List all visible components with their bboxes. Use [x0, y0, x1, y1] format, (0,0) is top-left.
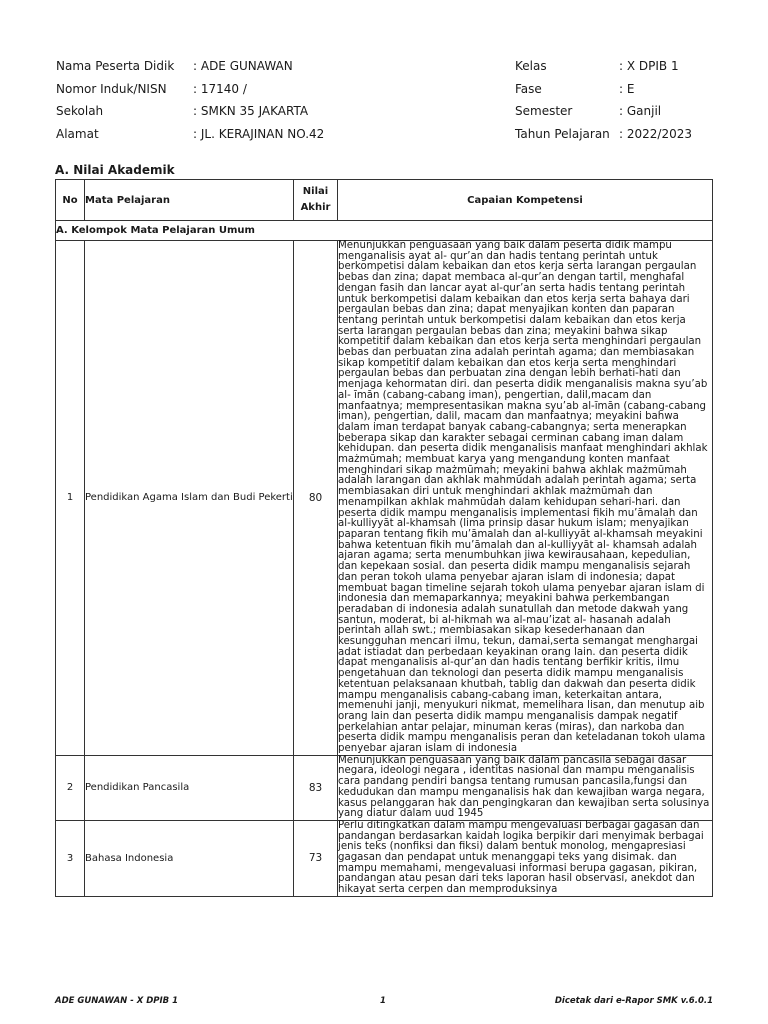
header-capaian: Capaian Kompetensi	[338, 180, 713, 221]
tahun-label: Tahun Pelajaran	[515, 127, 610, 142]
row-capaian: Menunjukkan penguasaan yang baik dalam pancasila sebagai dasar negara, ideologi negara , identitas nasional dan mampu menganalisis cara pandang pendiri bangsa tentang rumusan pancasila,fungsi dan kedudukan dan mampu menganalisis hak dan kewajiban warga negara, kasus pelanggaran hak dan pengingkaran dan kewajiban serta solusinya yang diatur dalam uud 1945	[338, 755, 713, 820]
kelas-label: Kelas	[515, 59, 547, 74]
nama-label: Nama Peserta Didik	[56, 59, 175, 74]
group-row	[56, 221, 713, 241]
info-row-1	[56, 55, 716, 78]
tahun-value: : 2022/2023	[619, 127, 692, 142]
footer-app-version: Dicetak dari e-Rapor SMK v.6.0.1	[554, 996, 713, 1006]
table-row	[56, 820, 713, 896]
fase-value: : E	[619, 81, 635, 96]
table-row	[56, 755, 713, 820]
row-no: 1	[56, 241, 85, 756]
row-capaian: Perlu ditingkatkan dalam mampu mengevaluasi berbagai gagasan dan pandangan berdasarkan kaidah logika berpikir dari menyimak berbagai jenis teks (nonfiksi dan fiksi) dalam bentuk monolog, mengapresiasi gagasan dan pendapat untuk menanggapi teks yang disimak. dan mampu memahami, mengevaluasi informasi berupa gagasan, pikiran, pandangan atau pesan dari teks laporan hasil observasi, anekdot dan hikayat serta cerpen dan memproduksinya	[338, 820, 713, 896]
row-subject: Bahasa Indonesia	[85, 820, 294, 896]
row-subject: Pendidikan Pancasila	[85, 755, 294, 820]
header-mata-pelajaran: Mata Pelajaran	[85, 180, 294, 221]
info-row-2	[56, 78, 716, 101]
alamat-value: : JL. KERAJINAN NO.42	[193, 127, 325, 142]
semester-value: : Ganjil	[619, 104, 662, 119]
alamat-label: Alamat	[56, 127, 99, 142]
info-row-4	[56, 123, 716, 146]
student-info	[56, 55, 716, 145]
nama-value: : ADE GUNAWAN	[193, 59, 293, 74]
footer-page-number: 1	[380, 996, 386, 1006]
group-label: A. Kelompok Mata Pelajaran Umum	[56, 221, 713, 241]
kelas-value: : X DPIB 1	[619, 59, 679, 74]
header-no: No	[56, 180, 85, 221]
table-header-row	[56, 180, 713, 221]
semester-label: Semester	[515, 104, 573, 119]
row-score: 80	[294, 241, 338, 756]
row-no: 2	[56, 755, 85, 820]
sekolah-value: : SMKN 35 JAKARTA	[193, 104, 309, 119]
grades-table	[55, 179, 713, 897]
nis-value: : 17140 /	[193, 81, 247, 96]
sekolah-label: Sekolah	[56, 104, 104, 119]
row-capaian: Menunjukkan penguasaan yang baik dalam peserta didik mampu menganalisis ayat al- qur’an dan hadis tentang perintah untuk berkompetisi dalam kebaikan dan etos kerja serta larangan pergaulan bebas dan zina; dapat membaca al-qur’an dengan tartil, menghafal dengan fasih dan lancar ayat al-qur’an serta hadis tentang perintah untuk berkompetisi dalam kebaikan dan etos kerja serta bahaya dari pergaulan bebas dan zina; dapat menyajikan konten dan paparan tentang perintah untuk berkompetisi dalam kebaikan dan etos kerja serta larangan pergaulan bebas dan zina; meyakini bahwa sikap kompetitif dalam kebaikan dan etos kerja serta menghindari pergaulan bebas dan perbuatan zina adalah perintah agama; dan membiasakan sikap kompetitif dalam kebaikan dan etos kerja serta menghindari pergaulan bebas dan perbuatan zina dengan lebih berhati-hati dan menjaga kehormatan diri. dan peserta didik menganalisis makna syu’ab al- īmān (cabang-cabang iman), pengertian, dalil,macam dan manfaatnya; mempresentasikan makna syu’ab al-īmān (cabang-cabang iman), pengertian, dalil, macam dan manfaatnya; meyakini bahwa dalam iman terdapat banyak cabang-cabangnya; serta menerapkan beberapa sikap dan karakter sebagai cerminan cabang iman dalam kehidupan. dan peserta didik menganalisis manfaat menghindari akhlak mażmūmah; membuat karya yang mengandung konten manfaat menghindari sikap mażmūmah; meyakini bahwa akhlak mażmūmah adalah larangan dan akhlak mahmūdah adalah perintah agama; serta membiasakan diri untuk menghindari akhlak mażmūmah dan menampilkan akhlak mahmūdah dalam kehidupan sehari-hari. dan peserta didik mampu menganalisis implementasi fikih mu’āmalah dan al-kulliyyāt al-khamsah (lima prinsip dasar hukum islam; menyajikan paparan tentang fikih mu’āmalah dan al-kulliyyāt al-khamsah meyakini bahwa ketentuan fikih mu’āmalah dan al-kulliyyāt al- khamsah adalah ajaran agama; serta menumbuhkan jiwa kewirausahaan, kepedulian, dan kepekaan sosial. dan peserta didik mampu menganalisis sejarah dan peran tokoh ulama penyebar ajaran islam di indonesia; dapat membuat bagan timeline sejarah tokoh ulama penyebar ajaran islam di indonesia dan memaparkannya; meyakini bahwa perkembangan peradaban di indonesia adalah sunatullah dan metode dakwah yang santun, moderat, bi al-hikmah wa al-mau’izat al- hasanah adalah perintah allah swt.; membiasakan sikap kesederhanaan dan kesungguhan mencari ilmu, tekun, damai,serta semangat menghargai adat istiadat dan perbedaan keyakinan orang lain. dan peserta didik dapat menganalisis al-qur’an dan hadis tentang berfikir kritis, ilmu pengetahuan dan teknologi dan peserta didik mampu menganalisis ketentuan pelaksanaan khutbah, tablig dan dakwah dan peserta didik mampu menganalisis cabang-cabang iman, keterkaitan antara, memenuhi janji, menyukuri nikmat, memelihara lisan, dan menutup aib orang lain dan peserta didik mampu menganalisis dampak negatif perkelahian antar pelajar, minuman keras (miras), dan narkoba dan peserta didik mampu menganalisis peran dan keteladanan tokoh ulama penyebar ajaran islam di indonesia	[338, 241, 713, 756]
section-title: A. Nilai Akademik	[55, 163, 175, 177]
fase-label: Fase	[515, 81, 542, 96]
nis-label: Nomor Induk/NISN	[56, 81, 167, 96]
footer-student: ADE GUNAWAN - X DPIB 1	[55, 996, 179, 1006]
table-row	[56, 241, 713, 756]
row-subject: Pendidikan Agama Islam dan Budi Pekerti	[85, 241, 294, 756]
row-score: 83	[294, 755, 338, 820]
header-nilai-akhir: Nilai Akhir	[294, 180, 338, 221]
info-row-3	[56, 100, 716, 123]
row-no: 3	[56, 820, 85, 896]
row-score: 73	[294, 820, 338, 896]
